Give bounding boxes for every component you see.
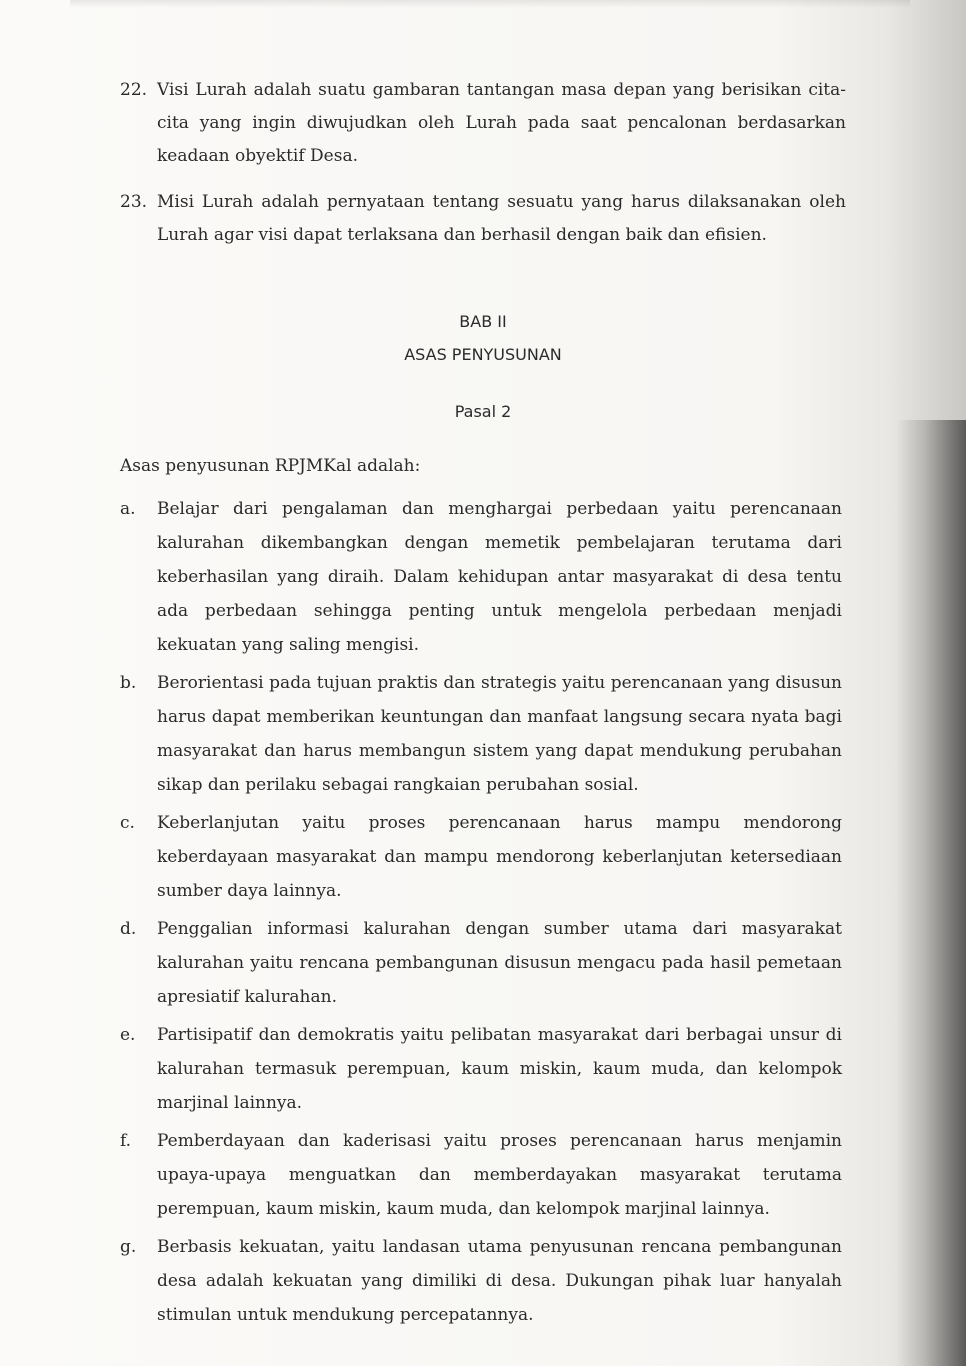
item-text: Visi Lurah adalah suatu gambaran tantangan masa depan yang berisikan cita-cita yang ingin diwujudkan oleh Lurah pada saat pencalonan berdasarkan keadaan obyektif Desa. xyxy=(157,80,846,166)
item-text: Keberlanjutan yaitu proses perencanaan harus mampu mendorong keberdayaan masyarakat dan mampu mendorong keberlanjutan ketersediaan sumber daya lainnya. xyxy=(157,813,842,901)
item-text: Berbasis kekuatan, yaitu landasan utama penyusunan rencana pembangunan desa adalah kekuatan yang dimiliki di desa. Dukungan pihak luar hanyalah stimulan untuk mendukung percepatannya. xyxy=(157,1237,842,1325)
chapter-number: BAB II xyxy=(459,312,507,331)
definition-item-23 xyxy=(120,186,846,256)
chapter-title: ASAS PENYUSUNAN xyxy=(404,345,562,364)
intro-text: Asas penyusunan RPJMKal adalah: xyxy=(120,456,421,476)
item-letter: c. xyxy=(120,813,135,833)
scan-edge xyxy=(70,0,910,8)
item-number: 22. xyxy=(120,80,148,100)
item-text: Belajar dari pengalaman dan menghargai perbedaan yaitu perencanaan kalurahan dikembangkan dengan memetik pembelajaran terutama dari keberhasilan yang diraih. Dalam kehidupan antar masyarakat di desa tentu ada perbedaan sehingga penting untuk mengelola perbedaan menjadi kekuatan yang saling mengisi. xyxy=(157,499,842,655)
item-text: Berorientasi pada tujuan praktis dan strategis yaitu perencanaan yang disusun harus dapat memberikan keuntungan dan manfaat langsung secara nyata bagi masyarakat dan harus membangun sistem yang dapat mendukung perubahan sikap dan perilaku sebagai rangkaian perubahan sosial. xyxy=(157,673,842,795)
item-text: Pemberdayaan dan kaderisasi yaitu proses perencanaan harus menjamin upaya-upaya menguatkan dan memberdayakan masyarakat terutama perempuan, kaum miskin, kaum muda, dan kelompok marjinal lainnya. xyxy=(157,1131,842,1219)
article-title: Pasal 2 xyxy=(454,402,512,421)
item-letter: a. xyxy=(120,499,136,519)
item-text: Penggalian informasi kalurahan dengan sumber utama dari masyarakat kalurahan yaitu rencana pembangunan disusun mengacu pada hasil pemetaan apresiatif kalurahan. xyxy=(157,919,842,1007)
definition-item-22 xyxy=(120,74,846,174)
binding-shadow xyxy=(896,420,966,1366)
item-letter: d. xyxy=(120,919,137,939)
item-text: Misi Lurah adalah pernyataan tentang sesuatu yang harus dilaksanakan oleh Lurah agar visi dapat terlaksana dan berhasil dengan baik dan efisien. xyxy=(157,192,846,245)
item-text: Partisipatif dan demokratis yaitu pelibatan masyarakat dari berbagai unsur di kalurahan termasuk perempuan, kaum miskin, kaum muda, dan kelompok marjinal lainnya. xyxy=(157,1025,842,1113)
item-letter: b. xyxy=(120,673,137,693)
item-number: 23. xyxy=(120,192,148,212)
item-letter: f. xyxy=(120,1131,132,1151)
item-letter: e. xyxy=(120,1025,136,1045)
item-letter: g. xyxy=(120,1237,137,1257)
